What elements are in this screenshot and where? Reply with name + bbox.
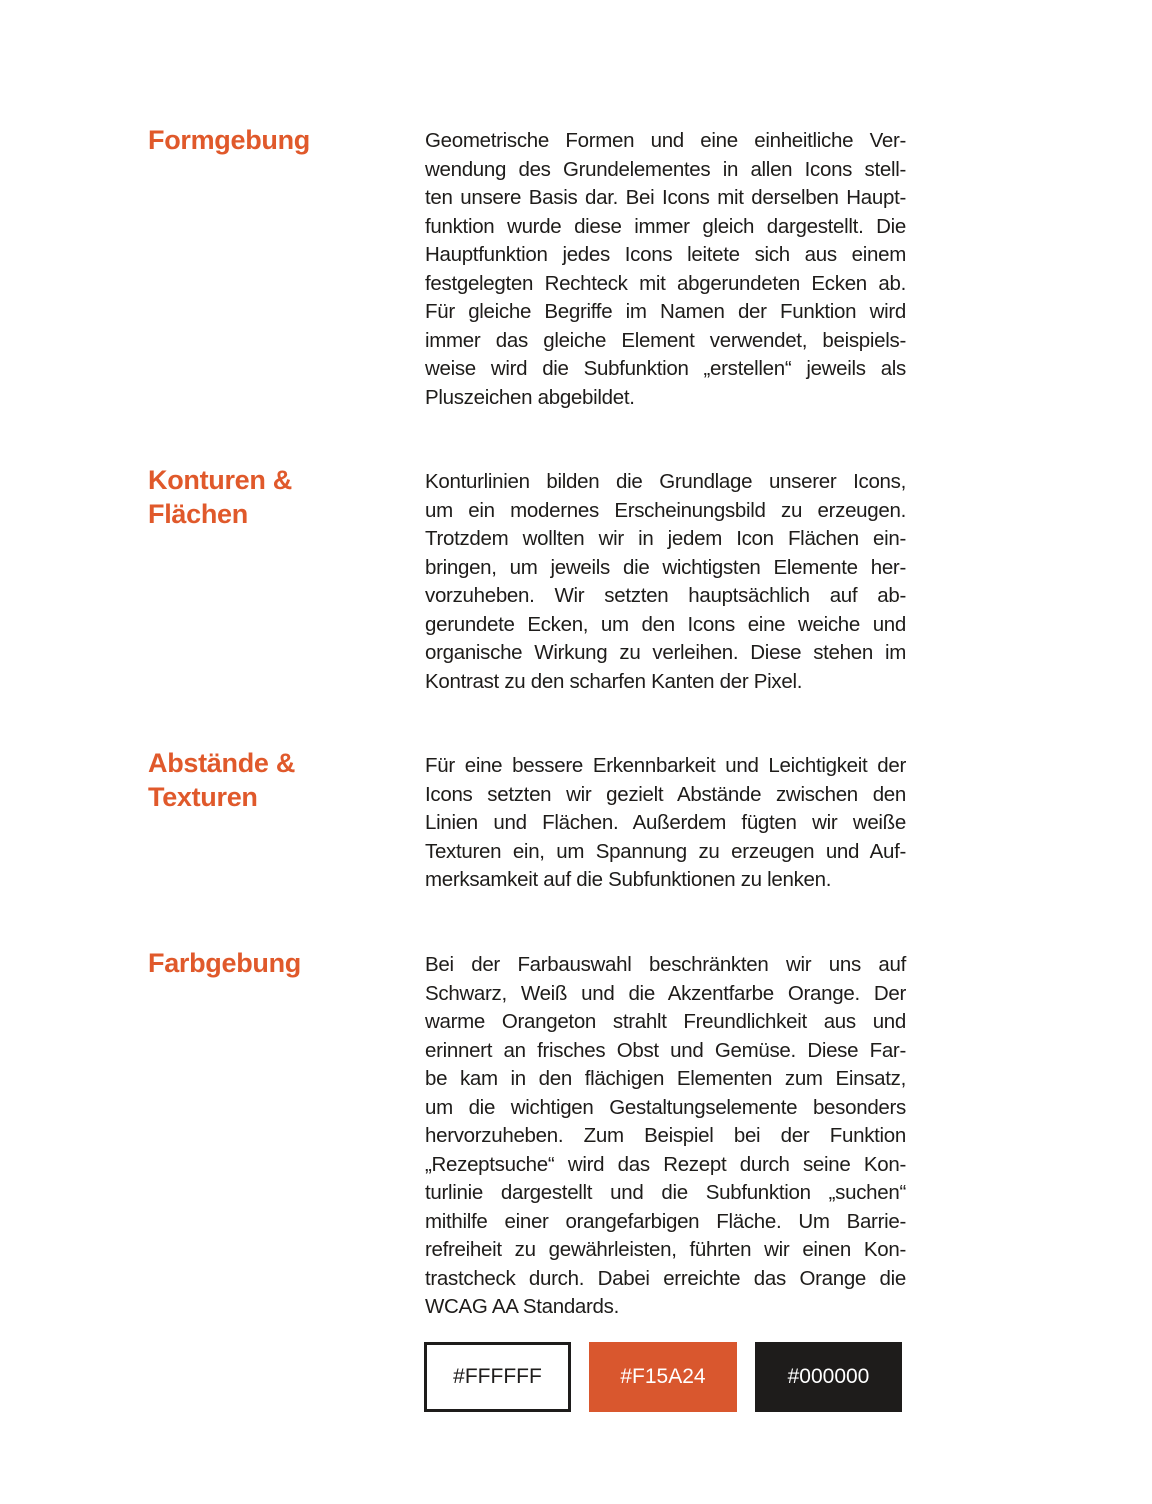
- body-line: Pluszeichen abgebildet.: [425, 385, 635, 409]
- swatch-label: #000000: [787, 1365, 870, 1388]
- body-line: turlinie dargestellt und die Subfunktion „suchen“: [425, 1181, 906, 1204]
- section-body: [425, 951, 906, 1322]
- body-line: mithilfe einer orangefarbigen Fläche. Um Barrie-: [425, 1209, 906, 1233]
- body-line: Hauptfunktion jedes Icons leitete sich aus einem: [425, 243, 906, 266]
- body-line: Schwarz, Weiß und die Akzentfarbe Orange. Der: [425, 981, 906, 1005]
- body-line: Texturen ein, um Spannung zu erzeugen und Auf-: [425, 839, 906, 863]
- body-line: erinnert an frisches Obst und Gemüse. Diese Far-: [425, 1038, 906, 1062]
- body-line: Bei der Farbauswahl beschränkten wir uns auf: [425, 953, 906, 976]
- body-line: WCAG AA Standards.: [425, 1295, 619, 1318]
- heading-line: Formgebung: [148, 125, 310, 155]
- section-body: [425, 468, 906, 696]
- heading-line: Abstände &: [148, 748, 296, 778]
- body-line: weise wird die Subfunktion „erstellen“ jeweils als: [425, 357, 906, 380]
- body-line: bringen, um jeweils die wichtigsten Elemente her-: [425, 555, 906, 579]
- heading-line: Farbgebung: [148, 948, 301, 978]
- section-heading: [148, 746, 295, 814]
- body-line: festgelegten Rechteck mit abgerundeten Ecken ab.: [425, 271, 906, 295]
- body-line: „Rezeptsuche“ wird das Rezept durch seine Kon-: [425, 1152, 906, 1176]
- body-line: gerundete Ecken, um den Icons eine weiche und: [425, 612, 906, 636]
- section-heading: [148, 946, 301, 980]
- body-line: Trotzdem wollten wir in jedem Icon Flächen ein-: [425, 527, 906, 550]
- body-line: trastcheck durch. Dabei erreichte das Orange die: [425, 1266, 906, 1290]
- heading-line: Flächen: [148, 499, 248, 529]
- heading-line: Texturen: [148, 782, 258, 812]
- heading-line: Konturen &: [148, 465, 292, 495]
- swatch-label: #FFFFFF: [453, 1365, 542, 1388]
- body-line: warme Orangeton strahlt Freundlichkeit aus und: [425, 1010, 906, 1033]
- body-line: hervorzuheben. Zum Beispiel bei der Funktion: [425, 1124, 906, 1147]
- section-body: [425, 752, 906, 895]
- body-line: organische Wirkung zu verleihen. Diese stehen im: [425, 641, 906, 664]
- body-line: funktion wurde diese immer gleich dargestellt. Die: [425, 214, 906, 238]
- body-line: Für gleiche Begriffe im Namen der Funktion wird: [425, 300, 906, 323]
- body-line: refreiheit zu gewährleisten, führten wir einen Kon-: [425, 1238, 906, 1261]
- section-heading: [148, 463, 292, 531]
- body-line: Linien und Flächen. Außerdem fügten wir weiße: [425, 811, 906, 834]
- body-line: um die wichtigen Gestaltungselemente besonders: [425, 1095, 906, 1119]
- body-line: wendung des Grundelementes in allen Icons stell-: [425, 157, 906, 181]
- body-line: be kam in den flächigen Elementen zum Einsatz,: [425, 1067, 906, 1090]
- body-line: Für eine bessere Erkennbarkeit und Leichtigkeit der: [425, 754, 906, 777]
- body-line: Geometrische Formen und eine einheitliche Ver-: [425, 129, 906, 152]
- body-line: Konturlinien bilden die Grundlage unserer Icons,: [425, 470, 906, 493]
- swatch-orange: [589, 1342, 737, 1412]
- section-body: [425, 127, 906, 412]
- body-line: um ein modernes Erscheinungsbild zu erzeugen.: [425, 498, 906, 522]
- body-line: Kontrast zu den scharfen Kanten der Pixel.: [425, 669, 803, 693]
- body-line: immer das gleiche Element verwendet, beispiels-: [425, 328, 906, 352]
- body-line: Icons setzten wir gezielt Abstände zwischen den: [425, 782, 906, 806]
- body-line: vorzuheben. Wir setzten hauptsächlich auf ab-: [425, 584, 906, 607]
- swatch-label: #F15A24: [620, 1365, 706, 1388]
- swatch-white: [424, 1342, 571, 1412]
- section-heading: [148, 123, 310, 157]
- swatch-black: [755, 1342, 902, 1412]
- body-line: merksamkeit auf die Subfunktionen zu lenken.: [425, 868, 832, 891]
- body-line: ten unsere Basis dar. Bei Icons mit derselben Haupt-: [425, 186, 906, 209]
